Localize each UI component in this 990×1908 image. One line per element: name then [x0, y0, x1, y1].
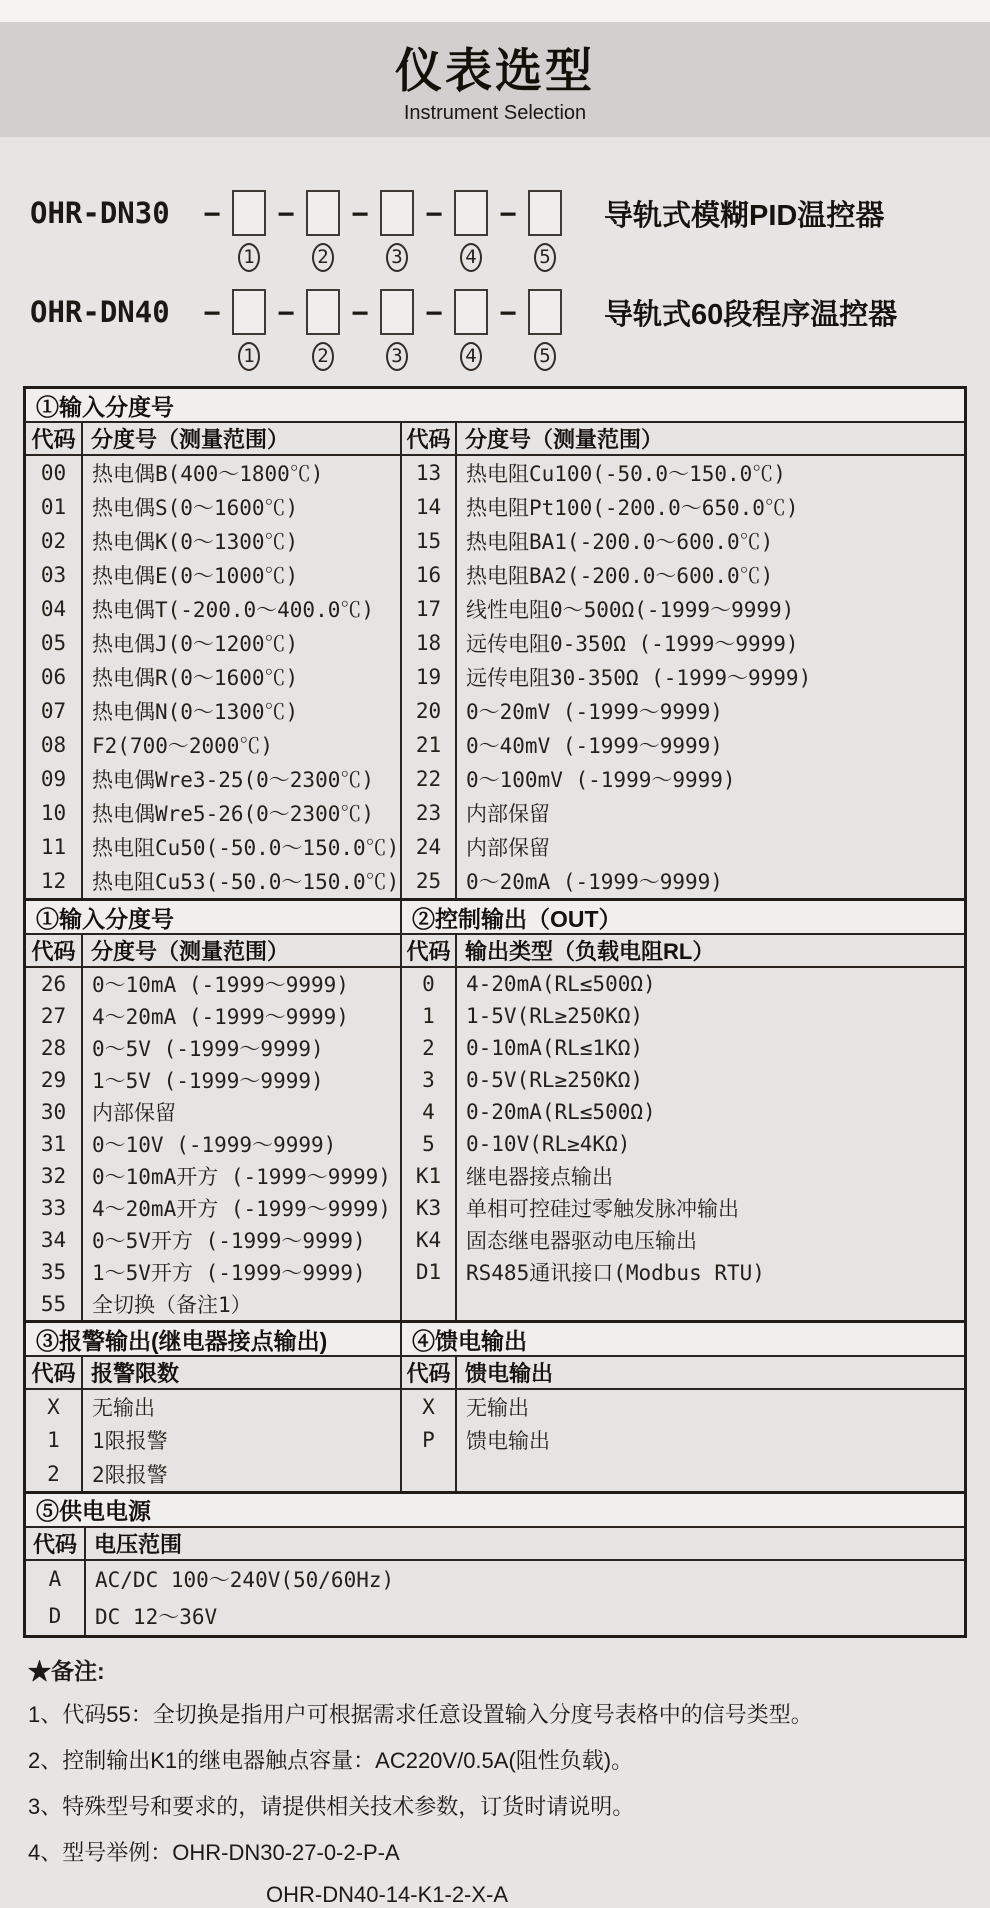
table-row — [402, 1390, 964, 1424]
code-cell: 12 — [26, 864, 83, 898]
code-cell: 09 — [26, 762, 83, 796]
desc-header: 分度号（测量范围） — [465, 427, 664, 452]
table-row — [402, 762, 964, 796]
table-row — [26, 1064, 400, 1096]
code-cell: 31 — [26, 1128, 83, 1160]
desc-cell: 1～5V (-1999～9999) — [92, 1069, 324, 1093]
table-row — [26, 728, 400, 762]
code-cell: 19 — [402, 660, 457, 694]
table-row — [26, 1192, 400, 1224]
code-cell: 1 — [26, 1424, 83, 1458]
column-headers — [402, 1357, 964, 1390]
code-cell: 30 — [26, 1096, 83, 1128]
desc-cell: 远传电阻0-350Ω (-1999～9999) — [466, 632, 799, 656]
position-number-circle: 3 — [386, 342, 408, 371]
code-cell: 28 — [26, 1032, 83, 1064]
desc-cell: 热电阻BA1(-200.0～600.0℃) — [466, 530, 774, 554]
desc-cell: 热电阻BA2(-200.0～600.0℃) — [466, 564, 774, 588]
dash-separator: − — [277, 196, 295, 230]
code-header: 代码 — [26, 1357, 83, 1388]
section-title: ③报警输出(继电器接点输出) — [26, 1323, 400, 1357]
section-title: ⑤供电电源 — [26, 1494, 964, 1528]
desc-cell: DC 12～36V — [95, 1605, 218, 1629]
row-list — [402, 1390, 964, 1457]
remark-item: 1、代码55：全切换是指用户可根据需求任意设置输入分度号表格中的信号类型。 — [28, 1701, 813, 1727]
desc-cell: 内部保留 — [466, 802, 550, 826]
section-title: ④馈电输出 — [402, 1323, 964, 1357]
section1-right-columns — [400, 423, 964, 898]
code-cell: 23 — [402, 796, 457, 830]
code-cell: 04 — [26, 592, 83, 626]
code-cell: 18 — [402, 626, 457, 660]
filler-row — [402, 1457, 964, 1491]
desc-cell: 0～5V (-1999～9999) — [92, 1037, 324, 1061]
code-cell: 35 — [26, 1256, 83, 1288]
table-row — [26, 592, 400, 626]
position-number-circle: 3 — [386, 243, 408, 272]
table-row — [402, 660, 964, 694]
model-code-box — [306, 289, 340, 335]
code-cell: 33 — [26, 1192, 83, 1224]
desc-cell: 热电阻Cu53(-50.0～150.0℃) — [92, 870, 400, 894]
desc-cell: 无输出 — [92, 1395, 155, 1420]
desc-cell: 热电阻Cu50(-50.0～150.0℃) — [92, 836, 400, 860]
section3-alarm-output — [26, 1323, 400, 1491]
remarks-list — [28, 1698, 962, 1867]
desc-header: 报警限数 — [91, 1361, 180, 1386]
desc-cell: 热电阻Pt100(-200.0～650.0℃) — [466, 496, 799, 520]
table-row — [26, 1160, 400, 1192]
position-numbers — [30, 340, 990, 372]
code-cell: 07 — [26, 694, 83, 728]
model-dn30-line — [30, 187, 990, 239]
row-list — [26, 1561, 964, 1635]
code-cell: 29 — [26, 1064, 83, 1096]
code-cell: K1 — [402, 1160, 457, 1192]
code-cell: 32 — [26, 1160, 83, 1192]
page-subtitle: Instrument Selection — [403, 102, 587, 124]
desc-cell: 内部保留 — [466, 836, 550, 860]
desc-cell: 0-10V(RL≥4KΩ) — [466, 1132, 631, 1156]
table-row — [402, 694, 964, 728]
section-input-index-2-and-control-output — [26, 898, 964, 1320]
position-number-slots — [192, 243, 562, 272]
code-cell: 05 — [26, 626, 83, 660]
table-row — [26, 694, 400, 728]
filler-row — [402, 1288, 964, 1320]
section-title: ①输入分度号 — [26, 389, 964, 423]
code-cell: 3 — [402, 1064, 457, 1096]
code-cell: 2 — [26, 1457, 83, 1491]
model-code-box — [528, 289, 562, 335]
row-list — [26, 456, 400, 898]
model-code-box — [454, 289, 488, 335]
table-row — [402, 1128, 964, 1160]
model-code-box — [232, 190, 266, 236]
table-row — [26, 524, 400, 558]
model-code-box — [306, 190, 340, 236]
code-cell: 0 — [402, 968, 457, 1000]
code-header: 代码 — [26, 423, 83, 454]
code-cell: 34 — [26, 1224, 83, 1256]
column-headers — [26, 423, 400, 456]
desc-cell: RS485通讯接口(Modbus RTU) — [466, 1261, 765, 1285]
code-header: 代码 — [402, 1357, 457, 1388]
desc-cell: 远传电阻30-350Ω (-1999～9999) — [466, 666, 812, 690]
desc-cell: 0～20mA (-1999～9999) — [466, 870, 723, 894]
code-cell: 2 — [402, 1032, 457, 1064]
position-number-circle: 2 — [312, 342, 334, 371]
code-cell: 26 — [26, 968, 83, 1000]
table-row — [402, 864, 964, 898]
position-number-circle: 1 — [238, 342, 260, 371]
dash-separator: − — [425, 295, 443, 329]
code-cell: 24 — [402, 830, 457, 864]
table-row — [26, 864, 400, 898]
desc-cell: 全切换（备注1） — [92, 1293, 252, 1317]
dash-separator: − — [277, 295, 295, 329]
column-headers — [402, 935, 964, 968]
code-cell: K4 — [402, 1224, 457, 1256]
desc-cell: 热电偶S(0～1600℃) — [92, 496, 299, 520]
desc-header: 输出类型（负载电阻RL） — [465, 939, 715, 964]
code-cell: 55 — [26, 1288, 83, 1320]
table-row — [402, 796, 964, 830]
section2-control-output — [400, 901, 964, 1320]
desc-cell: 馈电输出 — [466, 1429, 550, 1454]
table-row — [402, 626, 964, 660]
table-row — [402, 968, 964, 1000]
table-row — [402, 1064, 964, 1096]
code-cell: 01 — [26, 490, 83, 524]
model-code-box — [232, 289, 266, 335]
model-prefix: OHR-DN30 — [30, 196, 170, 230]
remark-item: 4、型号举例：OHR-DN30-27-0-2-P-A — [28, 1839, 400, 1865]
table-row — [26, 1390, 400, 1424]
code-cell: 17 — [402, 592, 457, 626]
table-row — [402, 1256, 964, 1288]
desc-cell: 无输出 — [466, 1395, 529, 1420]
desc-cell: 0～5V开方 (-1999～9999) — [92, 1229, 366, 1253]
table-row — [26, 762, 400, 796]
desc-cell: 2限报警 — [92, 1462, 168, 1487]
column-headers — [402, 423, 964, 456]
table-row — [26, 1032, 400, 1064]
desc-cell: 0-20mA(RL≤500Ω) — [466, 1100, 656, 1124]
table-row — [402, 592, 964, 626]
table-row — [26, 660, 400, 694]
model-code-box — [528, 190, 562, 236]
table-row — [26, 1288, 400, 1320]
section-power-supply — [26, 1491, 964, 1635]
desc-cell: 0-5V(RL≥250KΩ) — [466, 1068, 644, 1092]
remark-item: 2、控制输出K1的继电器触点容量：AC220V/0.5A(阻性负载)。 — [28, 1747, 634, 1773]
model-code-box — [380, 289, 414, 335]
desc-cell: 0～10mA开方 (-1999～9999) — [92, 1165, 391, 1189]
code-cell: 14 — [402, 490, 457, 524]
code-cell: K3 — [402, 1192, 457, 1224]
desc-cell: 4～20mA (-1999～9999) — [92, 1005, 349, 1029]
table-row — [26, 1096, 400, 1128]
code-cell: 1 — [402, 1000, 457, 1032]
table-row — [26, 1224, 400, 1256]
table-row — [26, 1256, 400, 1288]
section2-input-index — [26, 901, 400, 1320]
table-row — [402, 1192, 964, 1224]
row-list — [402, 968, 964, 1288]
dash-separator: − — [499, 196, 517, 230]
dash-separator: − — [351, 295, 369, 329]
table-row — [402, 728, 964, 762]
code-cell: P — [402, 1424, 457, 1458]
code-header: 代码 — [402, 423, 457, 454]
table-row — [26, 830, 400, 864]
section-title: ①输入分度号 — [26, 901, 400, 935]
code-cell: 13 — [402, 456, 457, 490]
remark-item: 3、特殊型号和要求的，请提供相关技术参数，订货时请说明。 — [28, 1793, 635, 1819]
code-cell: A — [26, 1561, 86, 1598]
top-strip — [0, 0, 990, 22]
desc-header: 分度号（测量范围） — [91, 939, 290, 964]
code-cell: 16 — [402, 558, 457, 592]
code-cell: X — [402, 1390, 457, 1424]
desc-header: 分度号（测量范围） — [91, 427, 290, 452]
code-cell: 27 — [26, 1000, 83, 1032]
remarks — [28, 1653, 962, 1908]
position-number-circle: 2 — [312, 243, 334, 272]
table-row — [402, 558, 964, 592]
desc-cell: 热电偶B(400～1800℃) — [92, 462, 324, 486]
code-cell: 03 — [26, 558, 83, 592]
position-number-circle: 5 — [534, 243, 556, 272]
table-row — [402, 456, 964, 490]
desc-cell: 0～100mV (-1999～9999) — [466, 768, 736, 792]
desc-cell: 1限报警 — [92, 1429, 168, 1454]
row-list — [26, 1390, 400, 1491]
desc-header: 馈电输出 — [465, 1361, 554, 1386]
dash-separator: − — [203, 196, 221, 230]
desc-cell: 热电偶E(0～1000℃) — [92, 564, 299, 588]
desc-cell: 固态继电器驱动电压输出 — [466, 1229, 697, 1253]
table-row — [26, 1424, 400, 1458]
code-cell: 22 — [402, 762, 457, 796]
table-row — [26, 968, 400, 1000]
desc-cell: 4～20mA开方 (-1999～9999) — [92, 1197, 391, 1221]
desc-cell: 线性电阻0～500Ω(-1999～9999) — [466, 598, 795, 622]
desc-header: 电压范围 — [94, 1531, 183, 1557]
code-header: 代码 — [26, 935, 83, 966]
table-row — [26, 1000, 400, 1032]
model-dn30 — [30, 187, 990, 273]
column-headers — [26, 1357, 400, 1390]
table-row — [26, 1598, 964, 1635]
dash-separator: − — [425, 196, 443, 230]
page-banner — [0, 22, 990, 137]
code-cell: 11 — [26, 830, 83, 864]
desc-cell: 0～10mA (-1999～9999) — [92, 973, 349, 997]
desc-cell: 0～20mV (-1999～9999) — [466, 700, 723, 724]
code-cell: 10 — [26, 796, 83, 830]
section-title: ②控制输出（OUT） — [402, 901, 964, 935]
code-cell: 25 — [402, 864, 457, 898]
position-number-slots — [192, 342, 562, 371]
desc-cell: 4-20mA(RL≤500Ω) — [466, 972, 656, 996]
model-code-box — [454, 190, 488, 236]
table-row — [402, 830, 964, 864]
table-row — [402, 1224, 964, 1256]
code-header: 代码 — [26, 1528, 86, 1559]
table-row — [402, 1032, 964, 1064]
desc-cell: F2(700～2000℃) — [92, 734, 274, 758]
code-cell: 21 — [402, 728, 457, 762]
code-cell: 02 — [26, 524, 83, 558]
table-row — [402, 1424, 964, 1458]
table-row — [26, 1457, 400, 1491]
desc-cell: 热电偶J(0～1200℃) — [92, 632, 299, 656]
selection-table — [23, 386, 967, 1638]
desc-cell: 热电阻Cu100(-50.0～150.0℃) — [466, 462, 786, 486]
position-number-circle: 4 — [460, 243, 482, 272]
table-row — [26, 1561, 964, 1598]
desc-cell: 0～10V (-1999～9999) — [92, 1133, 337, 1157]
model-code-slots — [192, 190, 562, 236]
remark-example-continued: OHR-DN40-14-K1-2-X-A — [266, 1881, 509, 1907]
code-cell: 5 — [402, 1128, 457, 1160]
desc-cell: 0-10mA(RL≤1KΩ) — [466, 1036, 644, 1060]
model-code-diagrams — [0, 137, 990, 372]
desc-cell: 热电偶Wre5-26(0～2300℃) — [92, 802, 375, 826]
table-row — [26, 456, 400, 490]
code-cell: D1 — [402, 1256, 457, 1288]
page-title: 仪表选型 — [395, 44, 595, 97]
desc-cell: 热电偶K(0～1300℃) — [92, 530, 299, 554]
position-number-circle: 4 — [460, 342, 482, 371]
table-row — [402, 1096, 964, 1128]
desc-cell: 热电偶R(0～1600℃) — [92, 666, 299, 690]
desc-cell: 单相可控硅过零触发脉冲输出 — [466, 1197, 739, 1221]
code-cell: 15 — [402, 524, 457, 558]
table-row — [26, 1128, 400, 1160]
code-cell: 00 — [26, 456, 83, 490]
section1-left-columns — [26, 423, 400, 898]
model-dn40-line — [30, 286, 990, 338]
column-headers — [26, 1528, 964, 1561]
remarks-title: ★备注: — [28, 1657, 105, 1684]
position-numbers — [30, 241, 990, 273]
model-code-box — [380, 190, 414, 236]
section3-feed-output — [400, 1323, 964, 1491]
position-number-circle: 1 — [238, 243, 260, 272]
table-row — [26, 796, 400, 830]
row-list — [402, 456, 964, 898]
code-cell: D — [26, 1598, 86, 1635]
model-prefix: OHR-DN40 — [30, 295, 170, 329]
table-row — [26, 490, 400, 524]
desc-cell: 热电偶Wre3-25(0～2300℃) — [92, 768, 375, 792]
desc-cell: 0～40mV (-1999～9999) — [466, 734, 723, 758]
code-header: 代码 — [402, 935, 457, 966]
table-row — [402, 524, 964, 558]
column-headers — [26, 935, 400, 968]
position-number-circle: 5 — [534, 342, 556, 371]
table-row — [26, 626, 400, 660]
table-row — [26, 558, 400, 592]
code-cell: 08 — [26, 728, 83, 762]
table-row — [402, 1000, 964, 1032]
desc-cell: 热电偶T(-200.0～400.0℃) — [92, 598, 375, 622]
desc-cell: 1～5V开方 (-1999～9999) — [92, 1261, 366, 1285]
model-code-slots — [192, 289, 562, 335]
dash-separator: − — [203, 295, 221, 329]
code-cell: 20 — [402, 694, 457, 728]
section-input-index-1 — [26, 389, 964, 898]
dash-separator: − — [499, 295, 517, 329]
table-row — [402, 1160, 964, 1192]
code-cell: 4 — [402, 1096, 457, 1128]
section-alarm-and-feed-output — [26, 1320, 964, 1491]
desc-cell: 继电器接点输出 — [466, 1165, 613, 1189]
table-row — [402, 490, 964, 524]
desc-cell: AC/DC 100～240V(50/60Hz) — [95, 1568, 395, 1592]
model-dn40 — [30, 286, 990, 372]
model-description: 导轨式模糊PID温控器 — [604, 199, 885, 232]
desc-cell: 内部保留 — [92, 1101, 176, 1125]
dash-separator: − — [351, 196, 369, 230]
code-cell: X — [26, 1390, 83, 1424]
model-description: 导轨式60段程序温控器 — [604, 298, 898, 331]
row-list — [26, 968, 400, 1320]
desc-cell: 1-5V(RL≥250KΩ) — [466, 1004, 644, 1028]
desc-cell: 热电偶N(0～1300℃) — [92, 700, 299, 724]
code-cell: 06 — [26, 660, 83, 694]
